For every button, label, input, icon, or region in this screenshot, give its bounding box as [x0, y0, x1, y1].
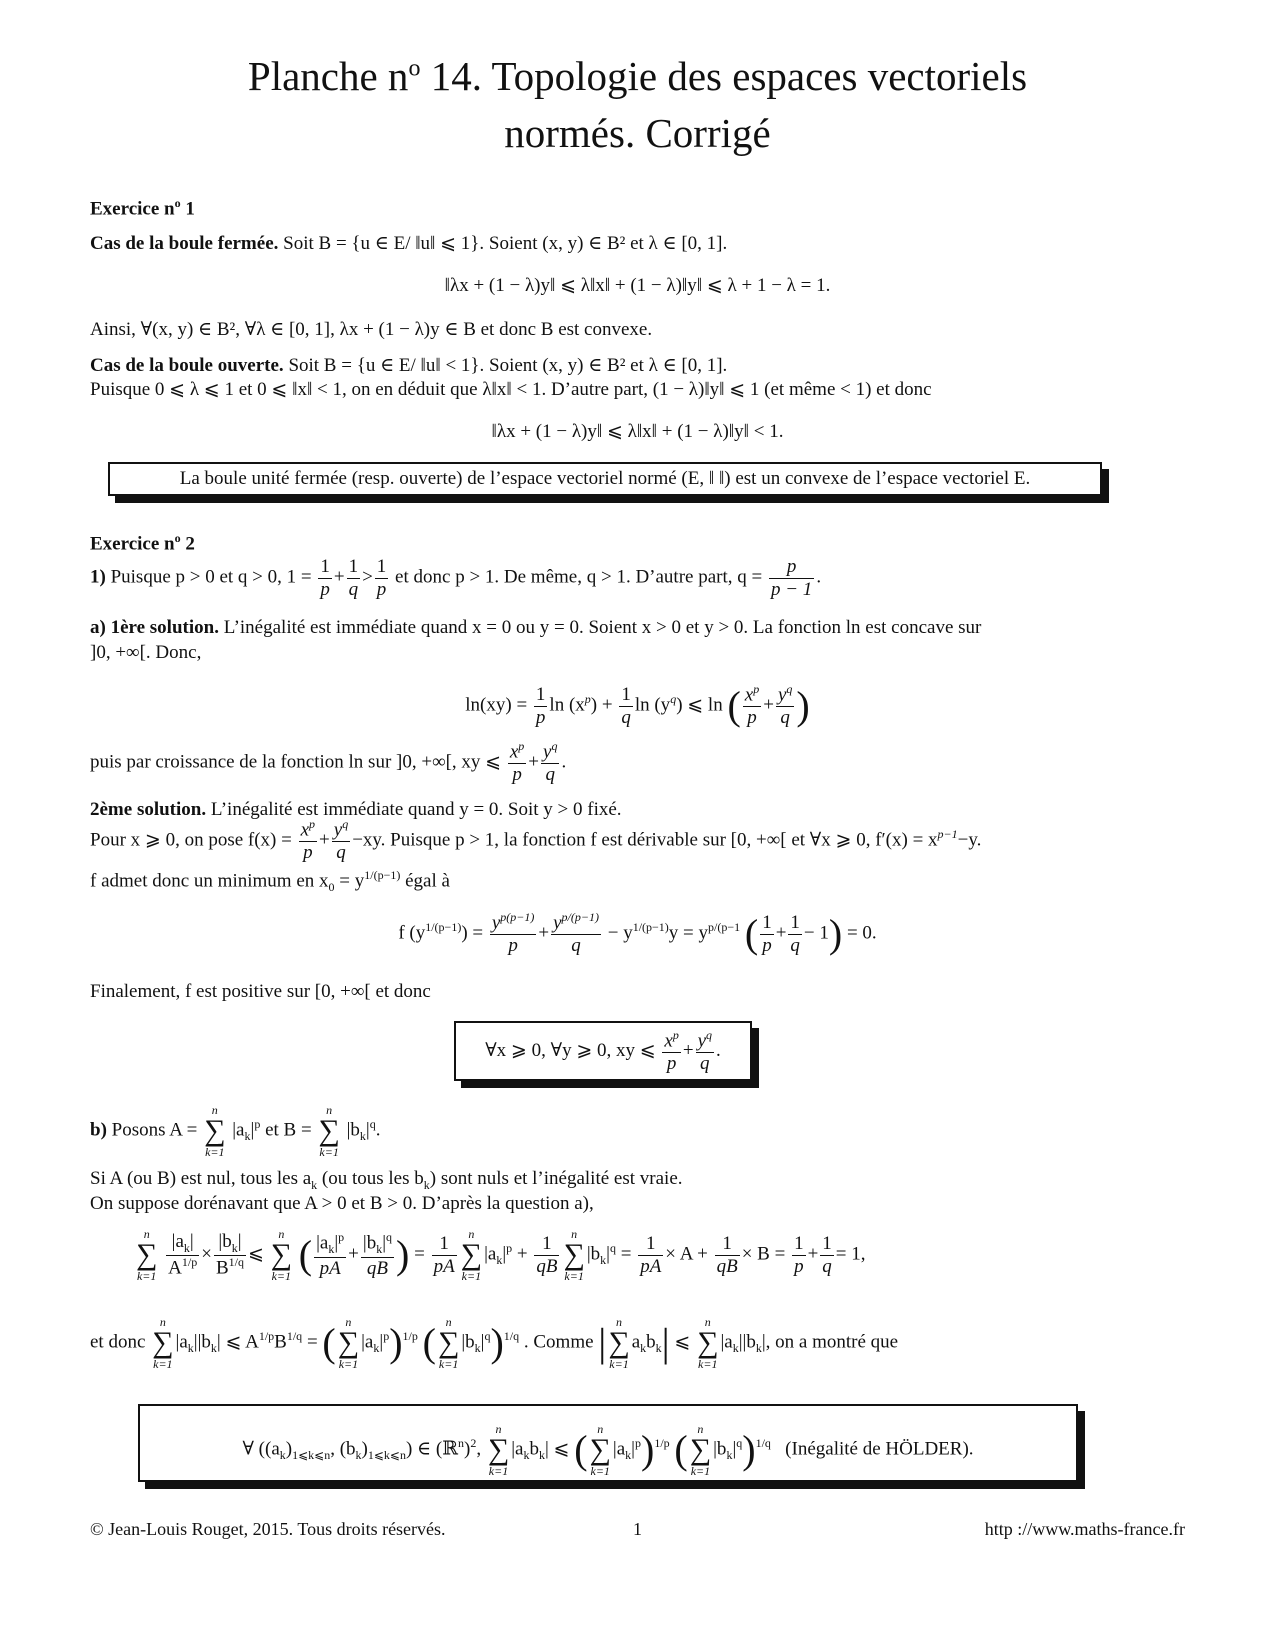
ex2-ln-inequality: ln(xy) = $\frac{1}{p}$ $\ln (x^p)$ + $\frac{1}{q}$ $\ln (y^q)$ ⩽ ln ( $\frac{x^p}{p}$ + $\frac{y^q}{q}$ )	[465, 681, 810, 729]
admet-b: égal à	[400, 870, 450, 892]
page-title	[90, 48, 1185, 163]
frac-xp-p: $\frac{x^p}{p}$	[509, 739, 525, 786]
holder-label: (Inégalité de HÖLDER).	[785, 1438, 974, 1460]
ex2-a-first-solution	[90, 616, 981, 641]
frac-1-q: $\frac{1}{q}$	[348, 556, 359, 600]
sum-symbol: n ∑ k=1	[487, 1421, 510, 1478]
sum-symbol: n ∑ k=1	[337, 1315, 360, 1371]
ex2-heading-sup: o	[174, 531, 181, 545]
ln-mid-1: ln (x	[549, 694, 585, 716]
sum-symbol: n ∑ k=1	[689, 1421, 712, 1478]
sum-symbol: n ∑ k=1	[563, 1227, 585, 1283]
sum-symbol: n ∑ k=1	[318, 1103, 340, 1159]
frac-yp-p: $\frac{y^{p(p-1)}}{p}$	[491, 909, 535, 957]
frac-xp-p: $\frac{x^p}{p}$	[664, 1027, 679, 1074]
frac-1-qB: $\frac{1}{qB}$	[536, 1232, 558, 1277]
frac-bk-B: $\frac{|b_k|}{B^{1/q}}$	[215, 1230, 244, 1279]
pour-a: Pour x ⩾ 0, on pose f(x) =	[90, 829, 292, 851]
frac-1-q: $\frac{1}{q}$	[621, 683, 631, 728]
sum-symbol: n ∑ k=1	[136, 1227, 158, 1283]
frac-yq-q: $\frac{y^q}{q}$	[333, 817, 349, 864]
frac-1-p-b: $\frac{1}{p}$	[376, 556, 387, 600]
frac-akp-pA: $\frac{|a_k|^p}{pA}$	[316, 1229, 345, 1279]
ex1-closed-ball	[90, 232, 727, 257]
a-text: L’inégalité est immédiate quand x = 0 ou y = 0. Soient x > 0 et y > 0. La fonction ln est concave sur	[218, 617, 982, 638]
si-text-c: ) sont nuls et l’inégalité est vraie.	[429, 1168, 683, 1189]
holder-inequality-box: ∀ ($(a_k)_{1⩽k⩽n}$, $(b_k)_{1⩽k⩽n}$) ∈ (ℝ$^n$)$^2$, n ∑ k=1 $|a_kb_k|$ ⩽ ( n ∑ k=1 $|a_k|^p)^{1/p}$ ( n ∑ k=1 $|b_k|^q)^{1/q}$ (Inégalité de HÖLDER).	[138, 1404, 1078, 1482]
frac-yq-q: $\frac{y^q}{q}$	[543, 739, 558, 786]
exercise-2-heading	[90, 531, 195, 557]
frac-xp-p: $\frac{x^p}{p}$	[300, 817, 316, 864]
q1-text-b: et donc p > 1. De même, q > 1. D’autre part, q =	[395, 566, 763, 588]
frac-1-pA: $\frac{1}{pA}$	[433, 1232, 455, 1277]
frac-bkq-qB: $\frac{|b_k|^q}{qB}$	[362, 1229, 393, 1279]
ex2-minimum: f admet donc un minimum en $x_0 = y^{1/(p-1)}$ égal à	[90, 868, 450, 895]
si-text-b: (ou tous les b	[317, 1168, 424, 1189]
ex1-closed-label: Cas de la boule fermée.	[90, 233, 279, 254]
frac-1-p: $\frac{1}{p}$	[762, 911, 772, 956]
frac-1-pA: $\frac{1}{pA}$	[640, 1232, 662, 1277]
sum-symbol: n ∑ k=1	[697, 1315, 719, 1371]
ln-left: ln(xy) =	[465, 694, 528, 716]
sol2-label: 2ème solution.	[90, 799, 207, 820]
website-url: http ://www.maths-france.fr	[984, 1519, 1185, 1539]
ln-mid-2: ln (y	[634, 694, 671, 716]
sol2-text: L’inégalité est immédiate quand y = 0. Soit y > 0 fixé.	[206, 799, 622, 820]
ex2-define-f: Pour x ⩾ 0, on pose f(x) = $\frac{x^p}{p}$ + $\frac{y^q}{q}$ −xy. Puisque p > 1, la fonction f est dérivable sur [0, +∞[ et ∀x ⩾ 0, $f'(x) = x^{p-1}-y$.	[90, 817, 982, 864]
copyright: © Jean-Louis Rouget, 2015. Tous droits réservés.	[90, 1519, 446, 1539]
montre-text: , on a montré que	[765, 1331, 899, 1353]
donc-text: et donc	[90, 1331, 146, 1353]
ex2-si-nul: Si A (ou B) est nul, tous les $a_k$ (ou tous les $b_k$) sont nuls et l’inégalité est vraie.	[90, 1168, 683, 1192]
b-label: b)	[90, 1119, 107, 1141]
young-inequality-box: ∀x ⩾ 0, ∀y ⩾ 0, xy ⩽ $\frac{x^p}{p}$ + $\frac{y^q}{q}$ .	[454, 1021, 752, 1081]
pour-b: −xy. Puisque p > 1, la fonction f est dérivable sur [0, +∞[ et ∀x ⩾ 0, f′(x) = x	[352, 829, 938, 851]
ln-mid-3: ⩽ ln	[687, 694, 723, 716]
title-part-2: 14. Topologie des espaces vectoriels	[420, 53, 1028, 99]
document-page	[90, 0, 1185, 1650]
frac-1-p: $\frac{1}{p}$	[320, 556, 330, 600]
ex2-heading-text: Exercice n	[90, 533, 175, 555]
ex2-finalement: Finalement, f est positive sur [0, +∞[ et donc	[90, 981, 431, 1002]
ex1-result-box	[108, 462, 1102, 496]
frac-1-q: $\frac{1}{q}$	[822, 1232, 832, 1277]
ex2-heading-num: 2	[180, 533, 195, 555]
page-number: 1	[633, 1519, 642, 1539]
sum-symbol: n ∑ k=1	[270, 1227, 293, 1283]
ex2-a-domain: ]0, +∞[. Donc,	[90, 642, 202, 663]
sum-symbol: n ∑ k=1	[460, 1227, 483, 1283]
ex1-open-text: Soit B = {u ∈ E/ ‖u‖ < 1}. Soient (x, y) ∈ B² et λ ∈ [0, 1].	[283, 355, 728, 376]
frac-1-q: $\frac{1}{q}$	[790, 911, 800, 956]
ex1-equation-2: ‖λx + (1 − λ)y‖ ⩽ λ‖x‖ + (1 − λ)‖y‖ < 1.	[491, 421, 784, 442]
puis-text: puis par croissance de la fonction ln sur ]0, +∞[, xy ⩽	[90, 751, 502, 773]
ex1-heading-num: 1	[180, 198, 195, 220]
exercise-1-heading	[90, 196, 195, 222]
ex1-open-ball	[90, 354, 727, 379]
ex2-f-minimum-value: f $(y^{1/(p-1)})$ = $\frac{y^{p(p-1)}}{p}$ + $\frac{y^{p/(p-1)}}{q}$ − $y^{1/(p-1)}y = y^{p/(p-1}$ ( $\frac{1}{p}$ + $\frac{1}{q}$ − 1) = 0.	[398, 909, 877, 957]
ex2-puis: puis par croissance de la fonction ln sur ]0, +∞[, xy ⩽ $\frac{x^p}{p}$ + $\frac{y^q}{q}$ .	[90, 739, 567, 786]
frac-1-p: $\frac{1}{p}$	[535, 683, 546, 728]
frac-ak-A: $\frac{|a_k|}{A^{1/p}}$	[168, 1230, 198, 1279]
ex1-puisque: Puisque 0 ⩽ λ ⩽ 1 et 0 ⩽ ‖x‖ < 1, on en déduit que λ‖x‖ < 1. D’autre part, (1 − λ)‖y‖ ⩽ 1 (et même < 1) et donc	[90, 379, 932, 400]
ex2-suppose: On suppose dorénavant que A > 0 et B > 0. D’après la question a),	[90, 1193, 594, 1214]
holder-text-a: ∀ ((a	[242, 1438, 280, 1460]
ex1-heading-text: Exercice n	[90, 198, 175, 220]
frac-yp-q: $\frac{y^{p/(p-1)}}{q}$	[553, 909, 599, 957]
fmin-end: = 0.	[846, 922, 877, 944]
frac-p-over-p-minus-1: $\frac{p}{p - 1}$	[770, 556, 813, 600]
sum-symbol: n ∑ k=1	[437, 1315, 460, 1371]
sum-symbol: n ∑ k=1	[608, 1315, 630, 1371]
sum-symbol: n ∑ k=1	[152, 1315, 174, 1371]
q1-text-a: Puisque p > 0 et q > 0, 1 =	[105, 566, 312, 588]
ex2-et-donc: et donc n ∑ k=1 $|a_k||b_k|$ ⩽ $A^{1/p}B^{1/q}$ = ( n ∑ k=1 $|a_k|^p)^{1/p}$ ( n ∑ k=1 $|b_k|^q)^{1/q}$ . Comme | n ∑ k=1 $a_kb_k|$ ⩽ n ∑ k=1 $|a_k||b_k|$, on a montré que	[90, 1315, 899, 1371]
ex1-open-label: Cas de la boule ouverte.	[90, 355, 284, 376]
frac-yq-q: $\frac{y^q}{q}$	[777, 681, 793, 729]
q1-label: 1)	[90, 566, 106, 588]
title-line-2: normés. Corrigé	[504, 110, 771, 157]
frac-1-qB: $\frac{1}{qB}$	[716, 1232, 738, 1277]
ex1-closed-text: Soit B = {u ∈ E/ ‖u‖ ⩽ 1}. Soient (x, y) ∈ B² et λ ∈ [0, 1].	[278, 233, 728, 254]
a-label: a) 1ère solution.	[90, 617, 219, 638]
pour-c: −y.	[957, 829, 982, 851]
ex1-result-text: La boule unité fermée (resp. ouverte) de l’espace vectoriel normé (E, ‖ ‖) est un convexe de l’espace vectoriel E.	[179, 468, 1031, 489]
ex2-long-equation: n ∑ k=1 $\frac{|a_k|}{A^{1/p}}$ × $\frac{|b_k|}{B^{1/q}}$ ⩽ n ∑ k=1 ( $\frac{|a_k|^p}{pA}$ + $\frac{|b_k|^q}{qB}$ ) = $\frac{1}{pA}$ n ∑ k=1 $|a_k|^p$ + $\frac{1}{qB}$ n ∑ k=1 $|b_k|^q$ = $\frac{1}{pA}$ × A + $\frac{1}{qB}$ × B = $\frac{1}{p}$ + $\frac{1}{q}$ = 1,	[136, 1227, 866, 1283]
admet-text: f admet donc un minimum en x	[90, 870, 329, 892]
frac-yq-q: $\frac{y^q}{q}$	[697, 1027, 713, 1074]
eq-final: = 1,	[835, 1243, 866, 1265]
ex1-conclusion: Ainsi, ∀(x, y) ∈ B², ∀λ ∈ [0, 1], λx + (1 − λ)y ∈ B et donc B est convexe.	[90, 319, 653, 340]
sum-symbol: n ∑ k=1	[204, 1103, 226, 1159]
ex2-b-posons: b) Posons A = n ∑ k=1 $|a_k|^p$ et B = n ∑ k=1 $|b_k|^q$.	[90, 1103, 381, 1159]
sum-symbol: n ∑ k=1	[589, 1421, 611, 1478]
ex2-question-1: 1) Puisque p > 0 et q > 0, 1 = $\frac{1}{p}$ + $\frac{1}{q}$ > $\frac{1}{p}$ et donc p > 1. De même, q > 1. D’autre part, q = $\frac{p}{p - 1}$ .	[90, 556, 822, 600]
si-text: Si A (ou B) est nul, tous les a	[90, 1168, 312, 1189]
b-text-2: et B =	[265, 1119, 312, 1141]
title-sup: o	[408, 55, 421, 82]
comme-text: . Comme	[523, 1331, 594, 1353]
b-text: Posons A =	[106, 1119, 198, 1141]
ex1-equation-1: ‖λx + (1 − λ)y‖ ⩽ λ‖x‖ + (1 − λ)‖y‖ ⩽ λ + 1 − λ = 1.	[444, 275, 831, 296]
title-part: Planche n	[247, 53, 409, 99]
frac-xp-p: $\frac{x^p}{p}$	[744, 681, 760, 729]
ex1-heading-sup: o	[174, 196, 181, 210]
frac-1-p: $\frac{1}{p}$	[794, 1232, 804, 1277]
young-box-text: ∀x ⩾ 0, ∀y ⩾ 0, xy ⩽	[485, 1040, 656, 1061]
